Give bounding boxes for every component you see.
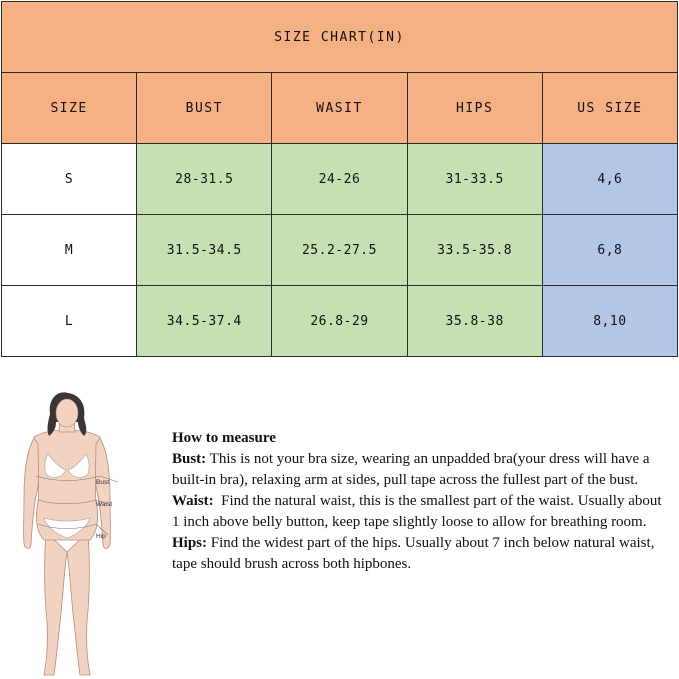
waist-cell: 24-26 <box>272 144 407 215</box>
waist-instruction-label: Waist: <box>172 493 214 509</box>
hips-cell: 31-33.5 <box>407 144 542 215</box>
hips-instruction <box>172 533 670 575</box>
bust-cell: 28-31.5 <box>137 144 272 215</box>
bust-cell: 34.5-37.4 <box>137 286 272 357</box>
column-header-us-size: US SIZE <box>542 73 677 144</box>
column-header-hips: HIPS <box>407 73 542 144</box>
us-size-cell: 8,10 <box>542 286 677 357</box>
column-header-bust: BUST <box>137 73 272 144</box>
us-size-cell: 4,6 <box>542 144 677 215</box>
size-cell: M <box>2 215 137 286</box>
size-cell: L <box>2 286 137 357</box>
size-chart-header-row <box>2 73 678 144</box>
size-cell: S <box>2 144 137 215</box>
size-chart-title: SIZE CHART(IN) <box>2 2 678 73</box>
column-header-size: SIZE <box>2 73 137 144</box>
size-chart-title-row <box>2 2 678 73</box>
body-measurement-figure <box>14 392 156 679</box>
table-row <box>2 215 678 286</box>
hip-label: Hip <box>96 533 106 540</box>
how-to-measure <box>172 428 670 575</box>
table-row <box>2 286 678 357</box>
bust-cell: 31.5-34.5 <box>137 215 272 286</box>
table-row <box>2 144 678 215</box>
waist-instruction <box>172 491 670 533</box>
waist-cell: 25.2-27.5 <box>272 215 407 286</box>
hips-instruction-label: Hips: <box>172 535 208 551</box>
bust-instruction-text: This is not your bra size, wearing an unpadded bra(your dress will have a built-in bra), relaxing arm at sides, pull tape across the fullest part of the bust. <box>172 451 654 488</box>
waist-instruction-text: Find the natural waist, this is the smallest part of the waist. Usually about 1 inch above belly button, keep tape slightly loose to allow for breathing room. <box>172 493 666 530</box>
bust-label: Bust <box>96 479 110 486</box>
bust-instruction-label: Bust: <box>172 451 207 467</box>
hips-instruction-text: Find the widest part of the hips. Usually about 7 inch below natural waist, tape should brush across both hipbones. <box>172 535 659 572</box>
waist-label: Waist <box>96 501 113 508</box>
us-size-cell: 6,8 <box>542 215 677 286</box>
hips-cell: 35.8-38 <box>407 286 542 357</box>
face-shape <box>56 399 78 427</box>
column-header-waist: WASIT <box>272 73 407 144</box>
waist-cell: 26.8-29 <box>272 286 407 357</box>
body-silhouette <box>24 418 111 675</box>
how-to-measure-heading: How to measure <box>172 430 276 446</box>
bust-instruction <box>172 449 670 491</box>
hips-cell: 33.5-35.8 <box>407 215 542 286</box>
size-chart-table <box>1 1 678 357</box>
